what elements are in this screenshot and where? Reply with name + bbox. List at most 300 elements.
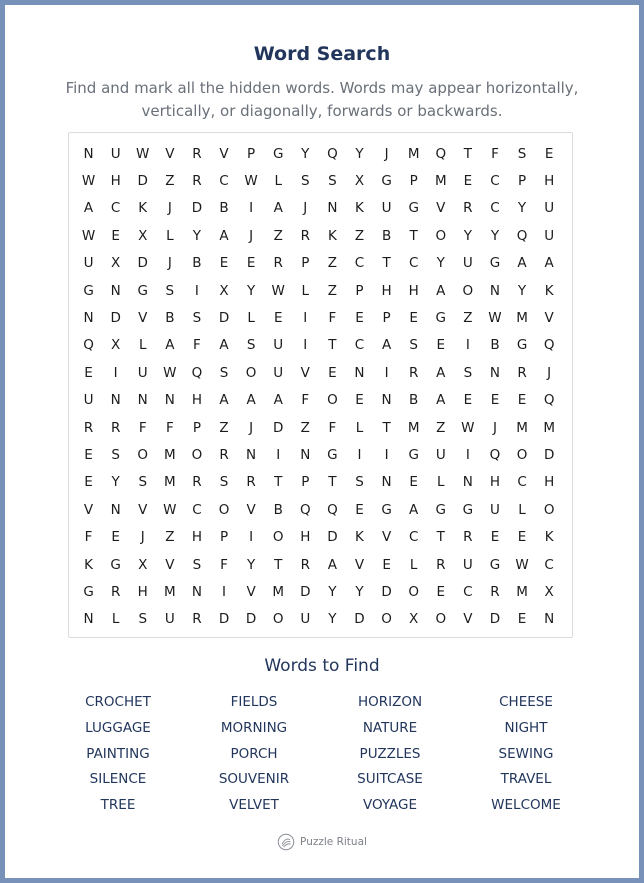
- grid-cell[interactable]: Y: [246, 556, 256, 573]
- grid-cell[interactable]: B: [273, 501, 283, 518]
- grid-cell[interactable]: B: [192, 255, 202, 272]
- grid-cell[interactable]: X: [138, 227, 148, 244]
- grid-cell[interactable]: S: [246, 337, 256, 354]
- grid-cell[interactable]: X: [354, 173, 365, 190]
- grid-cell[interactable]: R: [463, 200, 473, 217]
- grid-cell[interactable]: G: [462, 501, 474, 518]
- grid-cell[interactable]: L: [437, 474, 445, 491]
- grid-cell[interactable]: Y: [355, 145, 364, 162]
- grid-cell[interactable]: O: [191, 446, 203, 463]
- grid-cell[interactable]: V: [165, 145, 175, 162]
- grid-cell[interactable]: N: [300, 446, 311, 463]
- grid-cell[interactable]: T: [274, 556, 283, 573]
- grid-cell[interactable]: I: [276, 446, 281, 463]
- grid-cell[interactable]: P: [382, 310, 391, 327]
- grid-cell[interactable]: S: [219, 364, 229, 381]
- grid-cell[interactable]: G: [381, 501, 392, 518]
- grid-cell[interactable]: M: [164, 583, 176, 600]
- grid-cell[interactable]: O: [543, 501, 555, 518]
- grid-cell[interactable]: R: [110, 419, 121, 436]
- grid-cell[interactable]: B: [409, 392, 419, 409]
- grid-cell[interactable]: G: [327, 446, 338, 463]
- grid-cell[interactable]: U: [544, 227, 555, 244]
- grid-cell[interactable]: Q: [435, 145, 447, 162]
- grid-cell[interactable]: R: [83, 419, 94, 436]
- grid-cell[interactable]: D: [110, 310, 121, 327]
- grid-cell[interactable]: U: [164, 611, 175, 628]
- grid-cell[interactable]: E: [409, 310, 418, 327]
- grid-cell[interactable]: H: [544, 474, 555, 491]
- grid-cell[interactable]: U: [137, 364, 148, 381]
- grid-cell[interactable]: D: [327, 529, 338, 546]
- grid-cell[interactable]: M: [164, 446, 176, 463]
- grid-cell[interactable]: H: [191, 392, 202, 409]
- grid-cell[interactable]: T: [463, 145, 472, 162]
- grid-cell[interactable]: Z: [354, 227, 365, 244]
- grid-cell[interactable]: Z: [219, 419, 229, 436]
- grid-cell[interactable]: S: [192, 310, 202, 327]
- grid-cell[interactable]: U: [462, 255, 473, 272]
- grid-cell[interactable]: S: [301, 173, 310, 190]
- grid-cell[interactable]: R: [192, 173, 202, 190]
- grid-cell[interactable]: Y: [246, 282, 256, 299]
- grid-cell[interactable]: D: [191, 200, 203, 217]
- grid-cell[interactable]: H: [408, 282, 419, 299]
- grid-cell[interactable]: J: [547, 364, 552, 381]
- grid-cell[interactable]: V: [138, 310, 148, 327]
- grid-cell[interactable]: R: [517, 364, 527, 381]
- grid-cell[interactable]: E: [111, 529, 120, 546]
- grid-cell[interactable]: C: [192, 501, 202, 518]
- grid-cell[interactable]: K: [327, 227, 337, 244]
- grid-cell[interactable]: E: [355, 310, 364, 327]
- grid-cell[interactable]: A: [409, 501, 419, 518]
- grid-cell[interactable]: B: [381, 227, 392, 244]
- grid-cell[interactable]: O: [435, 611, 447, 628]
- grid-cell[interactable]: R: [246, 474, 256, 491]
- grid-cell[interactable]: L: [111, 611, 120, 628]
- grid-cell[interactable]: L: [274, 173, 282, 190]
- grid-cell[interactable]: T: [382, 419, 391, 436]
- grid-cell[interactable]: L: [166, 227, 174, 244]
- grid-cell[interactable]: E: [273, 310, 283, 327]
- grid-cell[interactable]: L: [301, 282, 310, 299]
- grid-cell[interactable]: S: [165, 282, 175, 299]
- grid-cell[interactable]: J: [492, 419, 497, 436]
- grid-cell[interactable]: F: [328, 419, 337, 436]
- grid-cell[interactable]: A: [219, 392, 229, 409]
- grid-cell[interactable]: O: [435, 227, 447, 244]
- grid-cell[interactable]: M: [434, 173, 447, 190]
- grid-cell[interactable]: N: [381, 474, 392, 491]
- grid-cell[interactable]: H: [381, 282, 392, 299]
- grid-cell[interactable]: W: [81, 227, 96, 244]
- grid-cell[interactable]: C: [408, 255, 419, 272]
- grid-cell[interactable]: Y: [490, 227, 500, 244]
- grid-cell[interactable]: F: [220, 556, 228, 573]
- grid-cell[interactable]: V: [165, 556, 175, 573]
- grid-cell[interactable]: U: [381, 200, 392, 217]
- grid-cell[interactable]: O: [272, 529, 284, 546]
- grid-cell[interactable]: G: [381, 173, 392, 190]
- grid-cell[interactable]: I: [357, 446, 362, 463]
- grid-cell[interactable]: D: [381, 583, 392, 600]
- grid-cell[interactable]: A: [83, 200, 94, 217]
- grid-cell[interactable]: I: [194, 282, 199, 299]
- grid-cell[interactable]: U: [273, 337, 284, 354]
- grid-cell[interactable]: W: [163, 364, 177, 381]
- grid-cell[interactable]: E: [517, 392, 527, 409]
- grid-cell[interactable]: T: [328, 337, 337, 354]
- grid-cell[interactable]: E: [463, 392, 473, 409]
- grid-cell[interactable]: D: [245, 611, 257, 628]
- grid-cell[interactable]: A: [327, 556, 338, 573]
- grid-cell[interactable]: N: [246, 446, 257, 463]
- grid-cell[interactable]: J: [140, 529, 145, 546]
- grid-cell[interactable]: G: [83, 282, 94, 299]
- grid-cell[interactable]: D: [137, 255, 148, 272]
- grid-cell[interactable]: C: [110, 200, 121, 217]
- grid-cell[interactable]: X: [219, 282, 229, 299]
- grid-cell[interactable]: M: [516, 583, 528, 600]
- grid-cell[interactable]: Z: [463, 310, 473, 327]
- grid-cell[interactable]: Z: [327, 282, 338, 299]
- grid-cell[interactable]: C: [463, 583, 473, 600]
- grid-cell[interactable]: R: [192, 474, 202, 491]
- grid-cell[interactable]: G: [83, 583, 94, 600]
- grid-cell[interactable]: F: [328, 310, 337, 327]
- grid-cell[interactable]: M: [164, 474, 176, 491]
- grid-cell[interactable]: G: [408, 446, 419, 463]
- grid-cell[interactable]: C: [219, 173, 229, 190]
- grid-cell[interactable]: E: [463, 173, 473, 190]
- grid-cell[interactable]: D: [489, 611, 501, 628]
- grid-cell[interactable]: P: [355, 282, 364, 299]
- grid-cell[interactable]: P: [409, 173, 418, 190]
- grid-cell[interactable]: K: [138, 200, 148, 217]
- grid-cell[interactable]: J: [249, 227, 254, 244]
- grid-cell[interactable]: Q: [83, 337, 94, 354]
- grid-cell[interactable]: E: [355, 501, 364, 518]
- grid-cell[interactable]: R: [192, 611, 202, 628]
- grid-cell[interactable]: Y: [111, 474, 120, 491]
- grid-cell[interactable]: C: [517, 474, 527, 491]
- grid-cell[interactable]: Q: [543, 392, 555, 409]
- grid-cell[interactable]: I: [249, 200, 254, 217]
- grid-cell[interactable]: W: [271, 282, 285, 299]
- grid-cell[interactable]: I: [303, 310, 308, 327]
- grid-cell[interactable]: X: [544, 583, 554, 600]
- grid-cell[interactable]: U: [435, 446, 446, 463]
- grid-cell[interactable]: V: [246, 501, 256, 518]
- grid-cell[interactable]: K: [355, 529, 364, 546]
- grid-cell[interactable]: A: [381, 337, 392, 354]
- grid-cell[interactable]: H: [110, 173, 121, 190]
- grid-cell[interactable]: D: [218, 611, 230, 628]
- grid-cell[interactable]: T: [436, 529, 445, 546]
- grid-cell[interactable]: F: [301, 392, 310, 409]
- grid-cell[interactable]: V: [354, 556, 365, 573]
- grid-cell[interactable]: E: [517, 529, 527, 546]
- grid-cell[interactable]: R: [408, 364, 419, 381]
- grid-cell[interactable]: E: [84, 446, 93, 463]
- grid-cell[interactable]: G: [408, 200, 419, 217]
- grid-cell[interactable]: O: [272, 611, 284, 628]
- grid-cell[interactable]: Y: [355, 583, 364, 600]
- grid-cell[interactable]: K: [355, 200, 364, 217]
- grid-cell[interactable]: S: [463, 364, 473, 381]
- grid-cell[interactable]: H: [489, 474, 501, 491]
- grid-cell[interactable]: C: [490, 173, 500, 190]
- grid-cell[interactable]: T: [409, 227, 418, 244]
- grid-cell[interactable]: O: [327, 392, 338, 409]
- grid-cell[interactable]: Z: [165, 173, 175, 190]
- grid-cell[interactable]: T: [328, 474, 337, 491]
- grid-cell[interactable]: G: [137, 282, 148, 299]
- grid-cell[interactable]: Y: [463, 227, 472, 244]
- grid-cell[interactable]: Y: [328, 611, 337, 628]
- grid-cell[interactable]: P: [247, 145, 256, 162]
- grid-cell[interactable]: N: [544, 611, 555, 628]
- grid-cell[interactable]: M: [516, 310, 528, 327]
- grid-cell[interactable]: O: [245, 364, 257, 381]
- grid-cell[interactable]: E: [490, 529, 500, 546]
- grid-cell[interactable]: K: [544, 282, 554, 299]
- grid-cell[interactable]: C: [544, 556, 554, 573]
- grid-cell[interactable]: R: [490, 583, 500, 600]
- grid-cell[interactable]: E: [436, 583, 446, 600]
- grid-cell[interactable]: H: [544, 173, 555, 190]
- grid-cell[interactable]: E: [328, 364, 337, 381]
- grid-cell[interactable]: Y: [517, 200, 527, 217]
- grid-cell[interactable]: J: [303, 200, 308, 217]
- grid-cell[interactable]: S: [138, 611, 148, 628]
- grid-cell[interactable]: V: [219, 145, 229, 162]
- grid-cell[interactable]: A: [219, 227, 229, 244]
- grid-cell[interactable]: W: [81, 173, 96, 190]
- grid-cell[interactable]: W: [515, 556, 529, 573]
- grid-cell[interactable]: R: [300, 556, 310, 573]
- grid-cell[interactable]: D: [354, 611, 365, 628]
- grid-cell[interactable]: I: [465, 337, 470, 354]
- grid-cell[interactable]: J: [384, 145, 389, 162]
- grid-cell[interactable]: A: [436, 282, 446, 299]
- grid-cell[interactable]: W: [136, 145, 150, 162]
- grid-cell[interactable]: S: [138, 474, 148, 491]
- grid-cell[interactable]: K: [544, 529, 554, 546]
- grid-cell[interactable]: Z: [327, 255, 338, 272]
- grid-cell[interactable]: A: [436, 364, 446, 381]
- grid-cell[interactable]: E: [490, 392, 500, 409]
- grid-cell[interactable]: E: [355, 392, 364, 409]
- grid-cell[interactable]: N: [489, 282, 500, 299]
- grid-cell[interactable]: X: [409, 611, 419, 628]
- grid-cell[interactable]: E: [219, 255, 229, 272]
- grid-cell[interactable]: E: [111, 227, 120, 244]
- grid-cell[interactable]: N: [462, 474, 473, 491]
- grid-cell[interactable]: U: [544, 200, 555, 217]
- grid-cell[interactable]: Z: [273, 227, 283, 244]
- grid-cell[interactable]: V: [381, 529, 392, 546]
- grid-cell[interactable]: B: [219, 200, 229, 217]
- grid-cell[interactable]: Q: [543, 337, 555, 354]
- grid-cell[interactable]: I: [384, 364, 389, 381]
- grid-cell[interactable]: A: [436, 392, 446, 409]
- grid-cell[interactable]: P: [301, 474, 310, 491]
- grid-cell[interactable]: D: [137, 173, 148, 190]
- grid-cell[interactable]: E: [84, 364, 93, 381]
- grid-cell[interactable]: L: [518, 501, 526, 518]
- grid-cell[interactable]: P: [301, 255, 310, 272]
- grid-cell[interactable]: N: [110, 392, 121, 409]
- grid-cell[interactable]: R: [463, 529, 473, 546]
- grid-cell[interactable]: F: [193, 337, 201, 354]
- grid-cell[interactable]: U: [83, 392, 94, 409]
- grid-cell[interactable]: I: [222, 583, 226, 600]
- grid-cell[interactable]: N: [164, 392, 175, 409]
- grid-cell[interactable]: D: [543, 446, 555, 463]
- grid-cell[interactable]: T: [274, 474, 283, 491]
- grid-cell[interactable]: Q: [489, 446, 501, 463]
- grid-cell[interactable]: E: [436, 337, 446, 354]
- grid-cell[interactable]: S: [328, 173, 337, 190]
- grid-cell[interactable]: R: [273, 255, 283, 272]
- grid-cell[interactable]: G: [489, 556, 501, 573]
- grid-cell[interactable]: L: [247, 310, 255, 327]
- grid-cell[interactable]: K: [84, 556, 93, 573]
- grid-cell[interactable]: X: [111, 255, 121, 272]
- grid-cell[interactable]: I: [249, 529, 254, 546]
- grid-cell[interactable]: R: [110, 583, 121, 600]
- grid-cell[interactable]: I: [465, 446, 470, 463]
- grid-cell[interactable]: N: [110, 282, 121, 299]
- grid-cell[interactable]: G: [110, 556, 121, 573]
- grid-cell[interactable]: N: [83, 145, 94, 162]
- grid-cell[interactable]: L: [355, 419, 364, 436]
- grid-cell[interactable]: T: [382, 255, 391, 272]
- grid-cell[interactable]: M: [407, 419, 420, 436]
- grid-cell[interactable]: A: [544, 255, 554, 272]
- grid-cell[interactable]: U: [490, 501, 500, 518]
- grid-cell[interactable]: E: [246, 255, 256, 272]
- grid-cell[interactable]: V: [246, 583, 256, 600]
- grid-cell[interactable]: H: [191, 529, 202, 546]
- grid-cell[interactable]: C: [490, 200, 500, 217]
- grid-cell[interactable]: B: [165, 310, 175, 327]
- grid-cell[interactable]: X: [138, 556, 148, 573]
- grid-cell[interactable]: Z: [300, 419, 310, 436]
- grid-cell[interactable]: D: [300, 583, 311, 600]
- grid-cell[interactable]: H: [137, 583, 148, 600]
- grid-cell[interactable]: V: [83, 501, 94, 518]
- grid-cell[interactable]: R: [192, 145, 202, 162]
- grid-cell[interactable]: E: [84, 474, 93, 491]
- grid-cell[interactable]: N: [83, 310, 94, 327]
- grid-cell[interactable]: P: [192, 419, 201, 436]
- grid-cell[interactable]: D: [218, 310, 230, 327]
- grid-cell[interactable]: I: [384, 446, 389, 463]
- grid-cell[interactable]: N: [83, 611, 94, 628]
- grid-cell[interactable]: D: [273, 419, 284, 436]
- grid-cell[interactable]: N: [381, 392, 392, 409]
- grid-cell[interactable]: V: [463, 611, 473, 628]
- grid-cell[interactable]: S: [192, 556, 202, 573]
- grid-cell[interactable]: O: [462, 282, 474, 299]
- grid-cell[interactable]: Q: [327, 501, 338, 518]
- grid-cell[interactable]: Q: [191, 364, 203, 381]
- grid-cell[interactable]: F: [165, 419, 174, 436]
- grid-cell[interactable]: C: [354, 337, 365, 354]
- grid-cell[interactable]: S: [517, 145, 527, 162]
- grid-cell[interactable]: V: [300, 364, 310, 381]
- grid-cell[interactable]: E: [544, 145, 554, 162]
- grid-cell[interactable]: N: [354, 364, 365, 381]
- grid-cell[interactable]: S: [111, 446, 120, 463]
- grid-cell[interactable]: P: [517, 173, 527, 190]
- grid-cell[interactable]: B: [490, 337, 500, 354]
- grid-cell[interactable]: N: [327, 200, 338, 217]
- grid-cell[interactable]: W: [488, 310, 502, 327]
- grid-cell[interactable]: Q: [516, 227, 528, 244]
- grid-cell[interactable]: V: [544, 310, 554, 327]
- grid-cell[interactable]: O: [137, 446, 149, 463]
- grid-cell[interactable]: A: [517, 255, 527, 272]
- grid-cell[interactable]: R: [219, 446, 229, 463]
- grid-cell[interactable]: J: [167, 255, 172, 272]
- grid-cell[interactable]: Y: [517, 282, 527, 299]
- grid-cell[interactable]: L: [409, 556, 418, 573]
- grid-cell[interactable]: M: [543, 419, 555, 436]
- grid-cell[interactable]: G: [272, 145, 284, 162]
- grid-cell[interactable]: U: [273, 364, 284, 381]
- grid-cell[interactable]: W: [461, 419, 475, 436]
- grid-cell[interactable]: W: [163, 501, 177, 518]
- grid-cell[interactable]: A: [246, 392, 256, 409]
- grid-cell[interactable]: E: [409, 474, 418, 491]
- grid-cell[interactable]: S: [219, 474, 229, 491]
- grid-cell[interactable]: L: [138, 337, 147, 354]
- grid-cell[interactable]: H: [300, 529, 311, 546]
- grid-cell[interactable]: G: [435, 501, 446, 518]
- grid-cell[interactable]: O: [408, 583, 419, 600]
- grid-cell[interactable]: N: [110, 501, 121, 518]
- grid-cell[interactable]: Y: [328, 583, 337, 600]
- grid-cell[interactable]: P: [219, 529, 229, 546]
- grid-cell[interactable]: Y: [301, 145, 310, 162]
- grid-cell[interactable]: F: [84, 529, 93, 546]
- grid-cell[interactable]: J: [249, 419, 254, 436]
- grid-cell[interactable]: G: [489, 255, 501, 272]
- grid-cell[interactable]: S: [355, 474, 364, 491]
- grid-cell[interactable]: N: [137, 392, 148, 409]
- grid-cell[interactable]: I: [113, 364, 118, 381]
- grid-cell[interactable]: Z: [165, 529, 175, 546]
- grid-cell[interactable]: F: [138, 419, 147, 436]
- grid-cell[interactable]: I: [303, 337, 308, 354]
- grid-cell[interactable]: V: [138, 501, 148, 518]
- grid-cell[interactable]: G: [516, 337, 528, 354]
- grid-cell[interactable]: M: [516, 419, 528, 436]
- grid-cell[interactable]: N: [191, 583, 202, 600]
- grid-cell[interactable]: U: [462, 556, 473, 573]
- grid-cell[interactable]: Y: [436, 255, 445, 272]
- grid-cell[interactable]: E: [517, 611, 527, 628]
- grid-cell[interactable]: R: [436, 556, 446, 573]
- grid-cell[interactable]: Q: [327, 145, 338, 162]
- grid-cell[interactable]: R: [300, 227, 310, 244]
- grid-cell[interactable]: O: [516, 446, 528, 463]
- grid-cell[interactable]: U: [83, 255, 94, 272]
